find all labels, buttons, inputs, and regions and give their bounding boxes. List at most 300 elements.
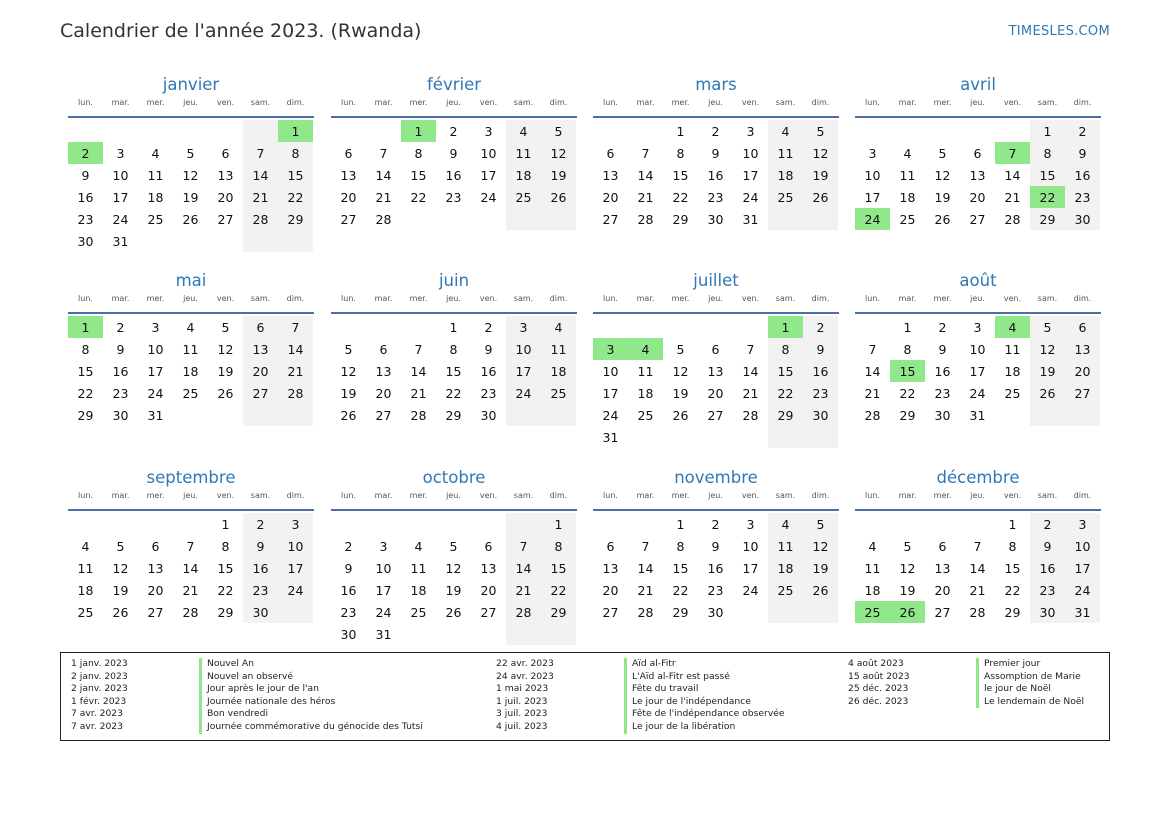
day-cell: 10	[375, 560, 392, 576]
day-cell: 28	[969, 604, 986, 620]
day-cell: 23	[112, 385, 129, 401]
empty-cell	[768, 601, 803, 623]
day-cell: 29	[1004, 604, 1021, 620]
weekday-label: sam.	[1037, 294, 1058, 303]
day-cell: 18	[768, 164, 803, 186]
weekday-label: mer.	[933, 294, 952, 303]
day-cell: 22	[541, 579, 576, 601]
day-cell: 17	[864, 189, 881, 205]
day-cell: 19	[112, 582, 129, 598]
day-cell: 25	[768, 579, 803, 601]
month-9	[68, 465, 314, 623]
empty-cell	[366, 513, 401, 535]
day-grid	[593, 316, 839, 448]
day-cell: 13	[480, 560, 497, 576]
day-cell: 28	[637, 604, 654, 620]
day-cell: 5	[803, 120, 838, 142]
day-cell: 17	[112, 189, 129, 205]
weekday-label: jeu.	[446, 98, 461, 107]
weekday-label: mar.	[636, 491, 655, 500]
day-cell: 13	[602, 560, 619, 576]
day-cell: 30	[1065, 208, 1100, 230]
weekday-label: lun.	[865, 294, 880, 303]
day-cell: 17	[602, 385, 619, 401]
empty-cell	[331, 513, 366, 535]
day-cell: 3	[379, 538, 388, 554]
holiday-name: le jour de Noël	[976, 683, 1051, 696]
day-cell: 8	[414, 145, 423, 161]
weekday-label: ven.	[741, 294, 760, 303]
day-cell: 15	[672, 167, 689, 183]
weekday-label: sam.	[1037, 491, 1058, 500]
day-cell: 18	[182, 363, 199, 379]
day-cell: 14	[742, 363, 759, 379]
holiday-name: L'Aïd al-Fitr est passé	[624, 671, 730, 684]
day-grid	[855, 120, 1101, 230]
empty-cell	[173, 513, 208, 535]
empty-cell	[436, 513, 471, 535]
empty-cell	[733, 426, 768, 448]
day-cell: 22	[899, 385, 916, 401]
holiday-date: 1 janv. 2023	[71, 658, 128, 669]
day-cell: 8	[903, 341, 912, 357]
day-cell: 19	[1030, 360, 1065, 382]
day-cell: 27	[217, 211, 234, 227]
day-cell: 8	[541, 535, 576, 557]
day-cell: 15	[278, 164, 313, 186]
weekday-label: mar.	[636, 294, 655, 303]
day-cell: 9	[711, 145, 720, 161]
day-cell: 31	[742, 211, 759, 227]
day-grid	[593, 120, 839, 230]
legend-row	[496, 671, 785, 684]
day-cell: 21	[506, 579, 541, 601]
day-cell: 23	[243, 579, 278, 601]
empty-cell	[506, 404, 541, 426]
day-cell: 18	[864, 582, 881, 598]
month-name: juin	[438, 271, 470, 290]
day-cell: 21	[243, 186, 278, 208]
day-cell: 31	[969, 407, 986, 423]
day-cell: 25	[182, 385, 199, 401]
day-cell: 18	[768, 557, 803, 579]
weekday-header	[331, 294, 577, 308]
day-cell: 11	[864, 560, 881, 576]
day-cell: 14	[243, 164, 278, 186]
day-cell: 17	[147, 363, 164, 379]
day-cell: 31	[147, 407, 164, 423]
day-cell: 6	[243, 316, 278, 338]
day-cell: 20	[969, 189, 986, 205]
weekday-header	[593, 294, 839, 308]
empty-cell	[628, 316, 663, 338]
day-cell: 20	[243, 360, 278, 382]
day-cell: 1	[1030, 120, 1065, 142]
day-cell: 14	[969, 560, 986, 576]
legend-row	[71, 696, 423, 709]
day-cell: 6	[484, 538, 493, 554]
day-cell: 4	[541, 316, 576, 338]
day-cell: 15	[768, 360, 803, 382]
day-cell: 18	[77, 582, 94, 598]
weekday-label: mer.	[146, 294, 165, 303]
day-cell: 1	[401, 120, 436, 142]
empty-cell	[401, 316, 436, 338]
month-7	[593, 268, 839, 448]
day-cell: 2	[484, 319, 493, 335]
brand-link[interactable]: TIMESLES.COM	[1008, 24, 1110, 39]
legend-row	[71, 708, 423, 721]
day-cell: 28	[506, 601, 541, 623]
day-cell: 19	[445, 582, 462, 598]
day-cell: 24	[375, 604, 392, 620]
day-grid	[331, 120, 577, 230]
day-cell: 19	[899, 582, 916, 598]
day-cell: 20	[707, 385, 724, 401]
weekday-label: jeu.	[708, 491, 723, 500]
day-cell: 13	[934, 560, 951, 576]
day-cell: 28	[637, 211, 654, 227]
day-grid	[68, 120, 314, 252]
weekday-label: lun.	[341, 294, 356, 303]
day-cell: 21	[742, 385, 759, 401]
weekday-label: ven.	[479, 491, 498, 500]
day-cell: 20	[340, 189, 357, 205]
day-cell: 6	[221, 145, 230, 161]
empty-cell	[173, 404, 208, 426]
empty-cell	[768, 208, 803, 230]
day-cell: 19	[340, 385, 357, 401]
day-cell: 7	[414, 341, 423, 357]
weekday-label: ven.	[741, 491, 760, 500]
day-cell: 22	[217, 582, 234, 598]
weekday-label: sam.	[250, 491, 271, 500]
day-cell: 27	[707, 407, 724, 423]
day-cell: 2	[68, 142, 103, 164]
day-cell: 9	[803, 338, 838, 360]
day-cell: 10	[969, 341, 986, 357]
empty-cell	[506, 208, 541, 230]
day-cell: 21	[278, 360, 313, 382]
day-cell: 9	[116, 341, 125, 357]
day-cell: 20	[602, 189, 619, 205]
day-cell: 4	[768, 120, 803, 142]
holiday-date: 4 juil. 2023	[496, 720, 548, 732]
day-cell: 3	[506, 316, 541, 338]
weekday-label: dim.	[286, 491, 305, 500]
day-cell: 27	[243, 382, 278, 404]
day-cell: 24	[1065, 579, 1100, 601]
day-cell: 28	[375, 211, 392, 227]
empty-cell	[855, 316, 890, 338]
day-cell: 30	[803, 404, 838, 426]
day-cell: 11	[147, 167, 164, 183]
month-name: février	[426, 75, 482, 94]
day-cell: 24	[969, 385, 986, 401]
empty-cell	[436, 208, 471, 230]
holiday-date: 7 avr. 2023	[71, 708, 123, 720]
empty-cell	[173, 120, 208, 142]
weekday-label: sam.	[775, 98, 796, 107]
day-grid	[855, 513, 1101, 623]
weekday-label: mer.	[409, 491, 428, 500]
day-cell: 18	[506, 164, 541, 186]
empty-cell	[366, 120, 401, 142]
header-divider	[855, 509, 1101, 511]
holiday-name: Le jour de l'indépendance	[624, 696, 751, 709]
day-cell: 13	[375, 363, 392, 379]
day-cell: 15	[890, 360, 925, 382]
day-cell: 25	[147, 211, 164, 227]
day-cell: 27	[1065, 382, 1100, 404]
holiday-name: Aïd al-Fitr	[624, 658, 676, 671]
legend-row	[71, 671, 423, 684]
empty-cell	[733, 601, 768, 623]
weekday-label: lun.	[603, 294, 618, 303]
day-cell: 8	[449, 341, 458, 357]
empty-cell	[995, 120, 1030, 142]
day-cell: 18	[541, 360, 576, 382]
weekday-label: mer.	[671, 491, 690, 500]
day-cell: 23	[77, 211, 94, 227]
day-cell: 2	[243, 513, 278, 535]
day-cell: 13	[243, 338, 278, 360]
day-cell: 24	[147, 385, 164, 401]
empty-cell	[890, 120, 925, 142]
empty-cell	[208, 120, 243, 142]
day-cell: 8	[676, 145, 685, 161]
empty-cell	[628, 426, 663, 448]
day-cell: 1	[1008, 516, 1017, 532]
day-cell: 11	[77, 560, 94, 576]
day-cell: 12	[217, 341, 234, 357]
holiday-date: 3 juil. 2023	[496, 708, 548, 720]
day-cell: 11	[637, 363, 654, 379]
day-cell: 28	[243, 208, 278, 230]
day-cell: 27	[480, 604, 497, 620]
weekday-label: sam.	[775, 294, 796, 303]
month-name: janvier	[162, 75, 220, 94]
day-cell: 1	[68, 316, 103, 338]
day-cell: 19	[934, 189, 951, 205]
day-cell: 5	[449, 538, 458, 554]
day-grid	[855, 316, 1101, 426]
day-cell: 25	[410, 604, 427, 620]
holiday-date: 4 août 2023	[848, 658, 904, 669]
empty-cell	[471, 208, 506, 230]
holiday-date: 15 août 2023	[848, 670, 910, 682]
empty-cell	[698, 316, 733, 338]
day-cell: 9	[1030, 535, 1065, 557]
empty-cell	[278, 230, 313, 252]
header-divider	[68, 116, 314, 118]
day-cell: 14	[1004, 167, 1021, 183]
day-cell: 11	[899, 167, 916, 183]
day-cell: 9	[81, 167, 90, 183]
day-cell: 2	[938, 319, 947, 335]
empty-cell	[173, 230, 208, 252]
day-cell: 4	[81, 538, 90, 554]
legend-row	[496, 696, 785, 709]
day-cell: 8	[1008, 538, 1017, 554]
day-cell: 24	[602, 407, 619, 423]
day-cell: 29	[768, 404, 803, 426]
header-divider	[68, 509, 314, 511]
empty-cell	[663, 426, 698, 448]
day-cell: 26	[541, 186, 576, 208]
empty-cell	[1030, 404, 1065, 426]
weekday-label: jeu.	[708, 294, 723, 303]
month-name: juillet	[693, 271, 739, 290]
day-cell: 13	[340, 167, 357, 183]
holiday-name: Le lendemain de Noël	[976, 696, 1084, 709]
day-cell: 27	[375, 407, 392, 423]
legend-row	[496, 658, 785, 671]
holiday-date: 7 avr. 2023	[71, 720, 123, 732]
empty-cell	[138, 230, 173, 252]
day-cell: 25	[506, 186, 541, 208]
day-cell: 29	[77, 407, 94, 423]
legend-row	[848, 671, 1084, 684]
empty-cell	[103, 120, 138, 142]
weekday-label: dim.	[549, 294, 568, 303]
day-cell: 13	[147, 560, 164, 576]
weekday-label: dim.	[286, 98, 305, 107]
day-cell: 24	[480, 189, 497, 205]
holiday-name: Journée commémorative du génocide des Tutsi	[199, 721, 423, 734]
day-cell: 5	[676, 341, 685, 357]
empty-cell	[593, 120, 628, 142]
day-cell: 18	[410, 582, 427, 598]
day-cell: 24	[112, 211, 129, 227]
day-cell: 15	[1004, 560, 1021, 576]
day-cell: 13	[217, 167, 234, 183]
empty-cell	[138, 120, 173, 142]
month-3	[593, 72, 839, 230]
day-cell: 23	[480, 385, 497, 401]
day-cell: 13	[969, 167, 986, 183]
day-cell: 4	[186, 319, 195, 335]
day-cell: 7	[186, 538, 195, 554]
day-cell: 27	[340, 211, 357, 227]
day-cell: 16	[1065, 164, 1100, 186]
day-cell: 19	[182, 189, 199, 205]
empty-cell	[960, 120, 995, 142]
legend-column	[71, 658, 423, 734]
empty-cell	[243, 230, 278, 252]
day-cell: 6	[151, 538, 160, 554]
holiday-name: Assomption de Marie	[976, 671, 1081, 684]
empty-cell	[331, 120, 366, 142]
day-cell: 22	[1030, 186, 1065, 208]
day-cell: 13	[707, 363, 724, 379]
day-cell: 25	[1004, 385, 1021, 401]
empty-cell	[68, 513, 103, 535]
weekday-label: jeu.	[446, 491, 461, 500]
day-cell: 4	[868, 538, 877, 554]
day-cell: 14	[864, 363, 881, 379]
day-cell: 1	[768, 316, 803, 338]
day-cell: 16	[707, 560, 724, 576]
day-cell: 26	[934, 211, 951, 227]
weekday-label: mer.	[671, 98, 690, 107]
day-cell: 18	[899, 189, 916, 205]
empty-cell	[593, 316, 628, 338]
month-2	[331, 72, 577, 230]
header-divider	[331, 509, 577, 511]
weekday-label: mar.	[374, 98, 393, 107]
empty-cell	[278, 404, 313, 426]
holiday-date: 1 mai 2023	[496, 683, 549, 695]
day-cell: 9	[344, 560, 353, 576]
day-grid	[68, 316, 314, 426]
day-cell: 13	[602, 167, 619, 183]
day-cell: 24	[278, 579, 313, 601]
weekday-header	[68, 491, 314, 505]
empty-cell	[541, 208, 576, 230]
empty-cell	[436, 623, 471, 645]
empty-cell	[103, 513, 138, 535]
weekday-header	[331, 98, 577, 112]
empty-cell	[401, 513, 436, 535]
empty-cell	[506, 623, 541, 645]
day-cell: 17	[742, 167, 759, 183]
day-cell: 17	[742, 560, 759, 576]
day-cell: 20	[1065, 360, 1100, 382]
weekday-label: mar.	[111, 294, 130, 303]
day-cell: 4	[628, 338, 663, 360]
day-cell: 14	[637, 167, 654, 183]
day-cell: 26	[445, 604, 462, 620]
day-cell: 22	[768, 382, 803, 404]
day-cell: 30	[243, 601, 278, 623]
day-cell: 18	[1004, 363, 1021, 379]
day-cell: 23	[707, 582, 724, 598]
day-cell: 10	[278, 535, 313, 557]
month-name: avril	[960, 75, 996, 94]
day-cell: 31	[375, 626, 392, 642]
day-cell: 5	[541, 120, 576, 142]
day-cell: 26	[803, 579, 838, 601]
day-cell: 23	[340, 604, 357, 620]
day-cell: 27	[602, 211, 619, 227]
weekday-label: lun.	[865, 491, 880, 500]
weekday-label: mer.	[409, 294, 428, 303]
day-cell: 7	[995, 142, 1030, 164]
day-cell: 2	[803, 316, 838, 338]
month-name: novembre	[674, 468, 758, 487]
weekday-label: lun.	[865, 98, 880, 107]
weekday-label: dim.	[1073, 294, 1092, 303]
day-cell: 21	[637, 582, 654, 598]
day-cell: 1	[676, 516, 685, 532]
header-divider	[593, 116, 839, 118]
day-cell: 11	[506, 142, 541, 164]
day-grid	[593, 513, 839, 623]
day-cell: 15	[217, 560, 234, 576]
day-cell: 12	[541, 142, 576, 164]
weekday-label: mer.	[409, 98, 428, 107]
header-divider	[593, 312, 839, 314]
holiday-name: Le jour de la libération	[624, 721, 735, 734]
day-cell: 16	[707, 167, 724, 183]
day-cell: 12	[445, 560, 462, 576]
day-cell: 13	[1065, 338, 1100, 360]
weekday-label: lun.	[341, 98, 356, 107]
day-cell: 25	[768, 186, 803, 208]
day-cell: 3	[1065, 513, 1100, 535]
month-name: mars	[695, 75, 737, 94]
